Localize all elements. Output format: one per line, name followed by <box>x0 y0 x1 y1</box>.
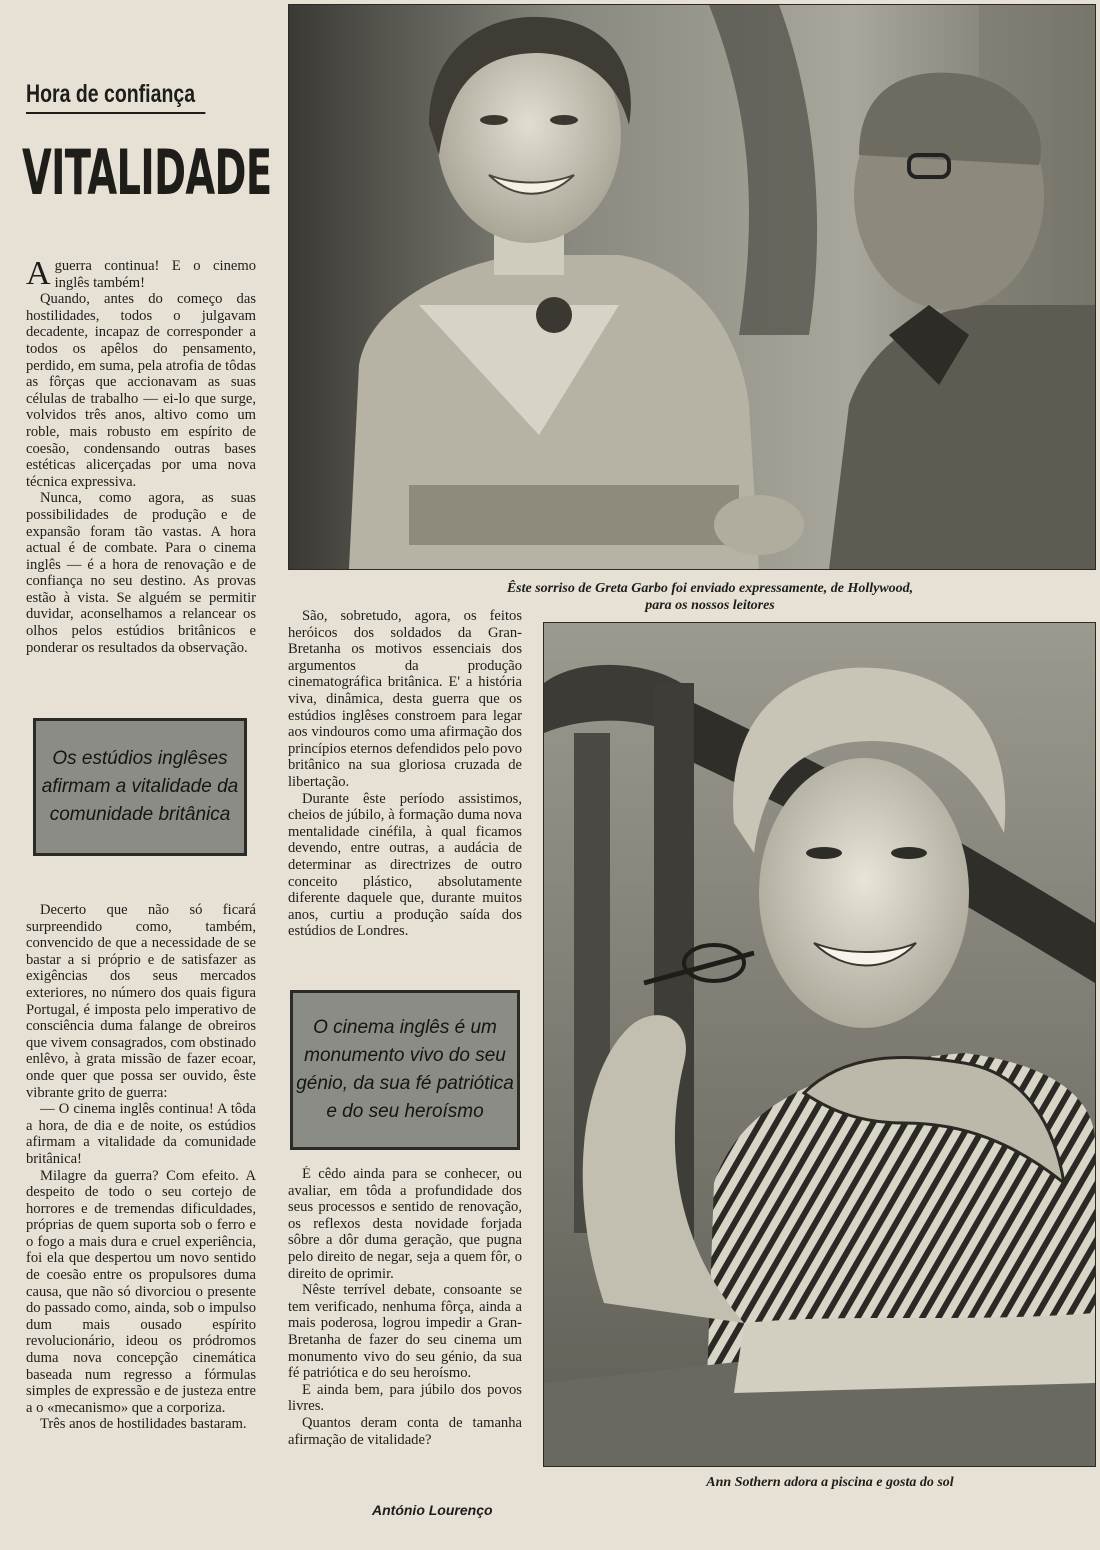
col2-para-0: São, sobretudo, agora, os feitos heróicos dos soldados da Gran-Bretanha os motivos essenciais dos argumentos da produção cinematográfica britânica. E' a história viva, dinâmica, desta guerra que os estúdios inglêses constroem para legar aos vindouros como uma afirmação dos princípios eternos defendidos pelo povo britânico na sua gloriosa cruzada de libertação. <box>288 608 522 790</box>
col1-para-0: Aguerra continua! E o cinemo inglês também! <box>26 258 256 292</box>
byline: António Lourenço <box>372 1502 493 1518</box>
dropcap: A <box>26 258 51 292</box>
col2-top <box>288 608 522 973</box>
caption-greta-line2: para os nossos leitores <box>645 598 775 613</box>
photo-ann-sothern <box>543 622 1096 1467</box>
pullquote-1 <box>33 718 247 856</box>
pullquote-1-text: Os estúdios inglêses afirmam a vitalidade da comunidade britânica <box>41 748 239 825</box>
col2-para-5: Quantos deram conta de tamanha afirmação de vitalidade? <box>288 1414 522 1448</box>
col1-para-5: Milagre da guerra? Com efeito. A despeito de todo o seu cortejo de horrores e de tremendas dificuldades, próprias de quem suporta sob o ferro e o fogo a mais dura e cruel experiência, foi ela que despertou um novo sentido de coesão entre os propulsores duma causa, que não só divorciou o presente do passado como, ainda, sob o impulso dum mais ousado espírito revolucionário, ideou os pródromos duma nova concepção cinemática baseada num regresso a fórmulas simples de expressão e de justeza entre a o «mecanismo» que a corporiza. <box>26 1167 256 1416</box>
col2-para-1: Durante êste período assistimos, cheios de júbilo, à formação duma nova mentalidade cinéfila, à qual ficamos devendo, entre outras, a audácia de determinar as directrizes de outro conceito plástico, absolutamente diferente daquele que, durante muitos anos, curtiu a produção saída dos estúdios de Londres. <box>288 790 522 940</box>
photo-ann-sothern-image <box>544 623 1095 1466</box>
photo-greta-garbo-image <box>289 5 1095 569</box>
col1-para-4: — O cinema inglês continua! A tôda a hora, de dia e de noite, os estúdios afirmam a vitalidade da comunidade britânica! <box>26 1101 256 1167</box>
col1-para-1: Quando, antes do começo das hostilidades, todos o julgavam decadente, incapaz de corresponder a todos os apêlos do pensamento, perdido, em suma, pela atrofia de tôdas as fôrças que accionavam as suas células de trabalho — ei-lo que surge, volvidos três anos, altivo como um roble, mais robusto em espírito de coesão, condensando outras bases estéticas alicerçadas por uma nova técnica expressiva. <box>26 291 256 490</box>
col1-top <box>26 258 256 698</box>
headline: VITALIDADE <box>22 136 272 209</box>
caption-ann-sothern: Ann Sothern adora a piscina e gosta do sol <box>706 1475 954 1490</box>
col1-bottom <box>26 902 256 1517</box>
pullquote-2-text: O cinema inglês é um monumento vivo do seu génio, da sua fé patriótica e do seu heroísmo <box>296 1017 514 1122</box>
col2-bottom <box>288 1166 522 1501</box>
col2-para-2: É cêdo ainda para se conhecer, ou avaliar, em tôda a profundidade dos seus processos e sentido de renovação, os reflexos desta novidade forjada sôbre a dôr duma geração, que pugna pelo direito de negar, seja a quem fôr, o direito de oprimir. <box>288 1166 522 1282</box>
photo-greta-garbo <box>288 4 1096 570</box>
col1-para-2: Nunca, como agora, as suas possibilidades de produção e de expansão foram tão vastas. A hora actual é de combate. Para o cinema inglês — é a hora de renovação e de confiança no seu destino. As provas estão à vista. Se alguém se permitir duvidar, aconselhamos a relancear os olhos pelos estúdios britânicos e ponderar os resultados da observação. <box>26 490 256 656</box>
caption-greta-line1: Êste sorriso de Greta Garbo foi enviado expressamente, de Hollywood, <box>506 581 914 596</box>
pullquote-2 <box>290 990 520 1150</box>
kicker: Hora de confiança <box>26 80 205 114</box>
col2-para-3: Nêste terrível debate, consoante se tem verificado, nenhuma fôrça, ainda a mais poderosa, logrou impedir a Gran-Bretanha de fazer do seu cinema um monumento vivo do seu génio, da sua fé patriótica e do seu heroísmo. <box>288 1282 522 1382</box>
col1-para-6: Três anos de hostilidades bastaram. <box>40 1416 247 1433</box>
col1-para-3: Decerto que não só ficará surpreendido como, também, convencido de que a necessidade de se bastar a si próprio e de satisfazer as exigências dos seus mercados exteriores, no número dos quais figura Portugal, é imposta pelo imperativo de consciência duma falange de obreiros que vivem consagrados, com obstinado enlêvo, à grata missão de fazer ecoar, onde quer que possa ser ouvido, êste vibrante grito de guerra: <box>26 902 256 1101</box>
col2-para-4: E ainda bem, para júbilo dos povos livres. <box>288 1381 522 1415</box>
